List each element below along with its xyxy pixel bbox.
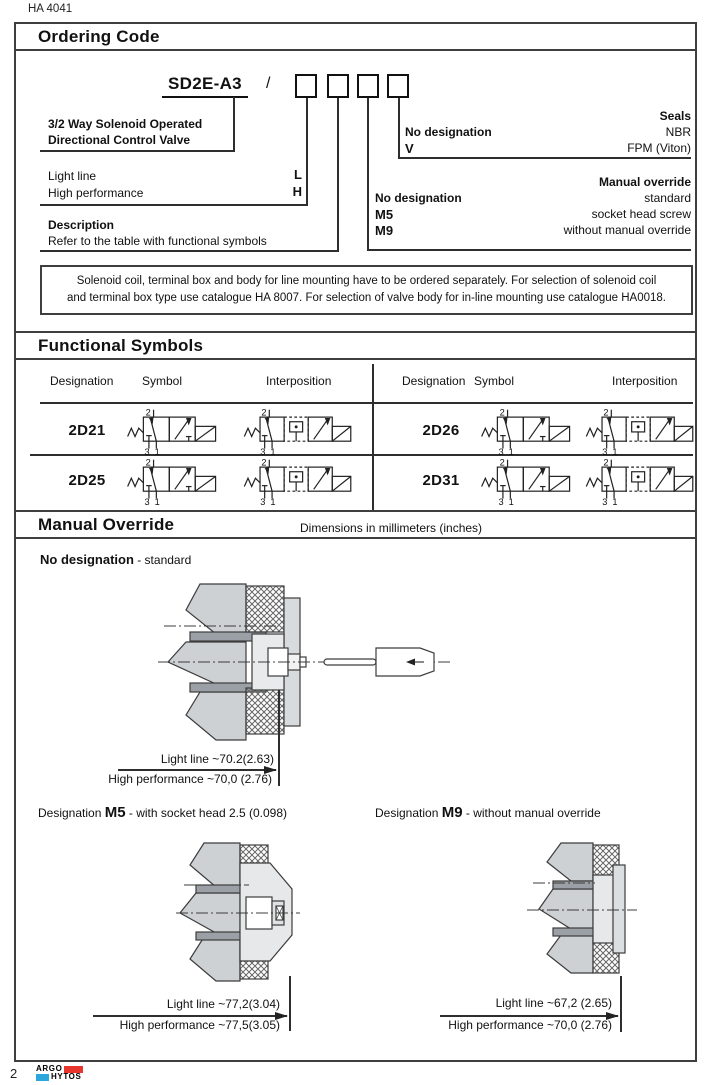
section-title: Manual Override	[38, 515, 175, 534]
override-row	[375, 207, 691, 222]
section-title: Ordering Code	[38, 27, 160, 46]
cross-section-standard-drawing	[156, 574, 456, 746]
section-header-manual-override	[16, 510, 695, 539]
valve-interposition-symbol-drawing	[240, 456, 356, 506]
dim-high-performance-m9: High performance ~70,0 (2.76)	[448, 1018, 612, 1032]
document-code: HA 4041	[28, 3, 73, 15]
underline-description	[40, 250, 339, 252]
port-label-1: 1	[154, 447, 160, 456]
valve-symbol-2d31	[478, 456, 576, 511]
note-line-2: and terminal box type use catalogue HA 8007. For selection of valve body for in-line mounting use catalogue HA0018.	[66, 292, 666, 304]
underline-override	[367, 249, 691, 251]
heading-code: M5	[104, 804, 126, 821]
port-label-2: 2	[145, 407, 151, 418]
ordering-code-diagram	[16, 50, 695, 331]
description-title: Description	[48, 218, 115, 232]
section-header-functional-symbols	[16, 331, 695, 360]
port-label-3: 3	[144, 447, 150, 456]
col-header-interposition: Interposition	[612, 374, 678, 388]
port-label-2: 2	[603, 457, 609, 468]
dim-light-line-standard: Light line ~70.2(2.63)	[160, 752, 274, 766]
heading-rest: - without manual override	[462, 806, 601, 820]
port-label-1: 1	[612, 497, 618, 506]
port-label-2: 2	[499, 407, 505, 418]
logo-blue-block	[36, 1074, 49, 1081]
port-label-1: 1	[270, 447, 276, 456]
port-label-2: 2	[261, 457, 267, 468]
dimension-extension-line	[620, 976, 622, 1032]
section-header-ordering-code	[16, 24, 695, 51]
argo-hytos-logo	[36, 1065, 83, 1081]
heading-code: No designation	[40, 552, 134, 567]
seal-code: V	[405, 141, 414, 156]
light-line-label: Light line	[48, 169, 97, 183]
designation-2d31: 2D31	[422, 472, 460, 489]
code-separator: /	[266, 75, 271, 92]
seals-title: Seals	[659, 109, 691, 123]
ordering-code-box-2	[327, 74, 349, 98]
valve-interposition-symbol-drawing	[240, 406, 356, 456]
cross-section-m9-drawing	[525, 839, 640, 981]
functional-symbols-table	[16, 360, 695, 510]
heading-code: M9	[441, 804, 463, 821]
valve-interposition-2d21	[240, 406, 356, 461]
dimension-line	[440, 1015, 618, 1017]
connector-line	[337, 98, 339, 251]
manual-override-content	[16, 539, 695, 1060]
override-code: No designation	[375, 191, 462, 205]
code-H: H	[292, 184, 302, 199]
designation-2d21: 2D21	[68, 422, 106, 439]
cross-section-m5-drawing	[174, 837, 304, 987]
override-value: socket head screw	[591, 207, 691, 221]
dim-high-performance-standard: High performance ~70,0 (2.76)	[108, 772, 272, 786]
dim-light-line-m9: Light line ~67,2 (2.65)	[495, 996, 612, 1010]
table-middle-divider	[372, 364, 374, 510]
override-code: M5	[375, 207, 394, 222]
section-title: Functional Symbols	[38, 336, 204, 355]
logo-text-argo: ARGO	[36, 1064, 63, 1073]
override-row	[375, 223, 691, 238]
valve-interposition-symbol-drawing	[582, 406, 698, 456]
code-L: L	[294, 167, 302, 182]
override-value: standard	[644, 191, 691, 205]
heading-prefix: Designation	[38, 806, 105, 820]
override-title: Manual override	[598, 175, 691, 189]
port-label-1: 1	[612, 447, 618, 456]
valve-interposition-2d31	[582, 456, 698, 511]
port-label-3: 3	[602, 497, 608, 506]
product-line-2: Directional Control Valve	[48, 133, 191, 148]
port-label-3: 3	[602, 447, 608, 456]
description-text: Refer to the table with functional symbols	[48, 234, 267, 248]
port-label-1: 1	[508, 497, 514, 506]
port-label-1: 1	[508, 447, 514, 456]
table-header-divider	[40, 402, 693, 404]
col-header-symbol: Symbol	[142, 374, 183, 388]
valve-interposition-2d26	[582, 406, 698, 461]
ordering-code-box-3	[357, 74, 379, 98]
override-code: M9	[375, 223, 394, 238]
col-header-designation: Designation	[50, 374, 114, 388]
port-label-3: 3	[260, 447, 266, 456]
col-header-designation: Designation	[402, 374, 466, 388]
seals-row	[405, 141, 691, 156]
dimension-extension-line	[289, 976, 291, 1031]
variant-heading-m5	[38, 804, 287, 821]
page-number: 2	[10, 1066, 18, 1081]
port-label-3: 3	[498, 497, 504, 506]
note-line-1: Solenoid coil, terminal box and body for line mounting have to be ordered separately. For selection of solenoid coil	[76, 274, 657, 287]
port-label-2: 2	[145, 457, 151, 468]
valve-symbol-2d21	[124, 406, 222, 461]
connector-line	[233, 97, 235, 150]
valve-symbol-2d25	[124, 456, 222, 511]
port-label-1: 1	[154, 497, 160, 506]
model-code: SD2E-A3	[162, 74, 248, 98]
valve-3-2-symbol-drawing	[124, 406, 222, 456]
dim-light-line-m5: Light line ~77,2(3.04)	[166, 997, 280, 1011]
heading-prefix: Designation	[375, 806, 442, 820]
seal-value: FPM (Viton)	[627, 141, 691, 155]
product-line-1: 3/2 Way Solenoid Operated	[48, 117, 203, 131]
col-header-symbol: Symbol	[474, 374, 515, 388]
port-label-2: 2	[261, 407, 267, 418]
valve-3-2-symbol-drawing	[478, 456, 576, 506]
valve-3-2-symbol-drawing	[478, 406, 576, 456]
variant-heading-standard	[40, 552, 191, 567]
valve-interposition-symbol-drawing	[582, 456, 698, 506]
override-row	[375, 191, 691, 205]
underline-performance	[40, 204, 308, 206]
port-label-2: 2	[499, 457, 505, 468]
designation-2d25: 2D25	[68, 472, 106, 489]
units-note: Dimensions in millimeters (inches)	[300, 521, 483, 535]
col-header-interposition: Interposition	[266, 374, 332, 388]
page-frame	[14, 22, 697, 1062]
dim-high-performance-m5: High performance ~77,5(3.05)	[119, 1018, 280, 1032]
ordering-code-box-4	[387, 74, 409, 98]
port-label-3: 3	[260, 497, 266, 506]
dimension-line	[93, 1015, 287, 1017]
variant-heading-m9	[375, 804, 601, 821]
heading-rest: - standard	[133, 553, 192, 567]
underline-seals	[398, 157, 691, 159]
dimension-line	[118, 769, 276, 771]
connector-line	[398, 98, 400, 158]
high-performance-label: High performance	[48, 186, 144, 200]
product-label	[48, 116, 202, 148]
connector-line	[367, 98, 369, 249]
ordering-note	[40, 265, 693, 315]
seal-value: NBR	[665, 125, 691, 139]
port-label-2: 2	[603, 407, 609, 418]
override-value: without manual override	[563, 223, 691, 237]
valve-interposition-2d25	[240, 456, 356, 511]
seal-code: No designation	[405, 125, 492, 139]
designation-2d26: 2D26	[422, 422, 460, 439]
port-label-3: 3	[144, 497, 150, 506]
connector-line	[306, 98, 308, 205]
logo-text-hytos: HYTOS	[51, 1072, 82, 1081]
ordering-code-box-1	[295, 74, 317, 98]
heading-rest: - with socket head 2.5 (0.098)	[125, 806, 287, 820]
valve-3-2-symbol-drawing	[124, 456, 222, 506]
valve-symbol-2d26	[478, 406, 576, 461]
port-label-3: 3	[498, 447, 504, 456]
port-label-1: 1	[270, 497, 276, 506]
dimension-extension-line	[278, 690, 280, 786]
seals-row	[405, 125, 691, 139]
underline-product	[40, 150, 235, 152]
